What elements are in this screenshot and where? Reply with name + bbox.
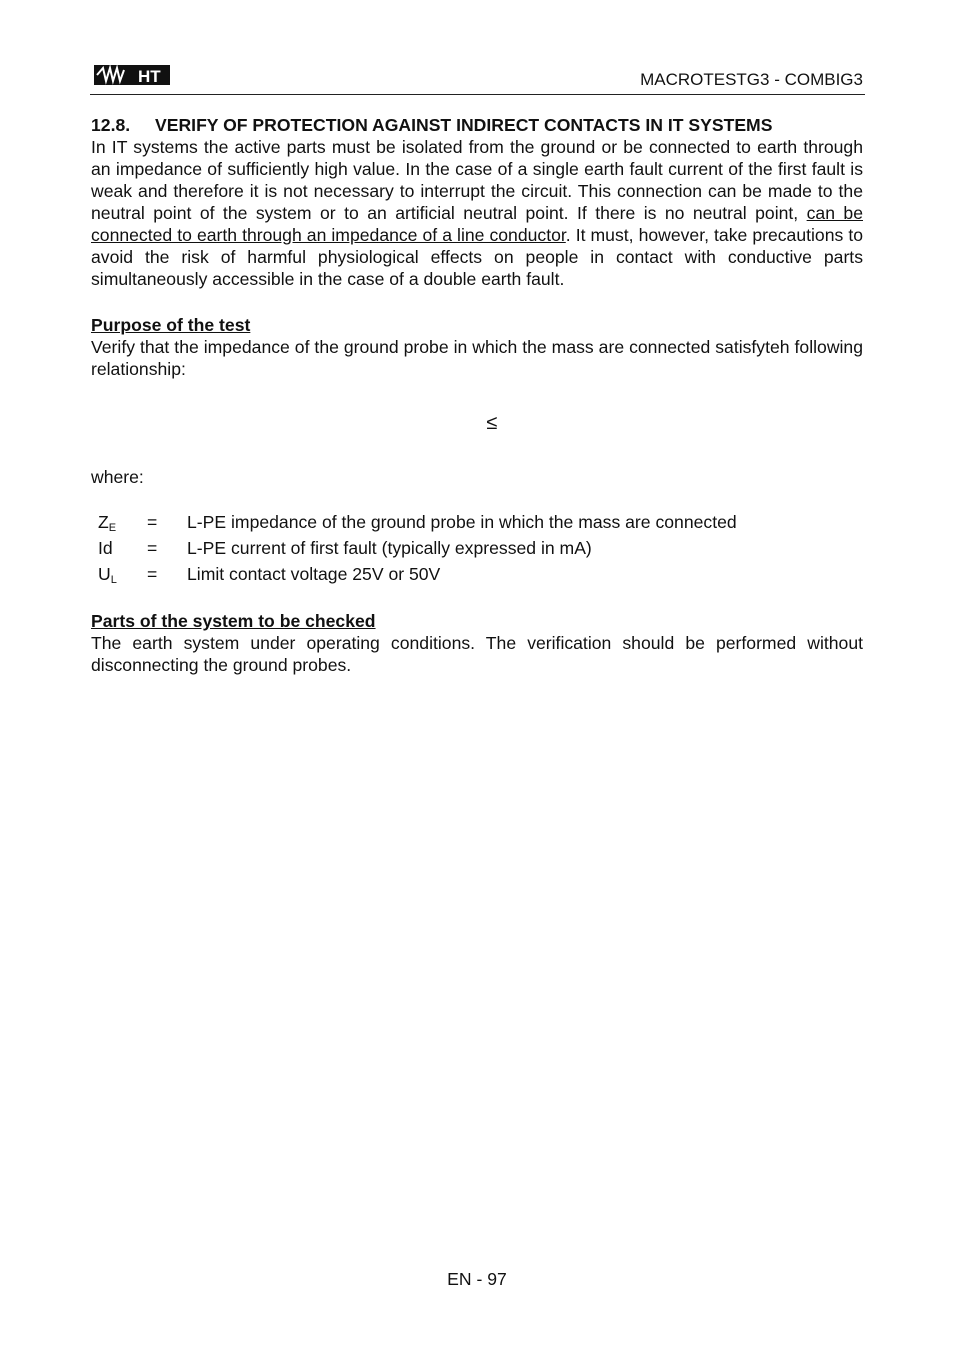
definition-symbol: $Z_E$ xyxy=(98,512,117,534)
purpose-text: Verify that the impedance of the ground probe in which the mass are connected satisfyteh following relationship: xyxy=(91,337,863,379)
definition-text: L-PE impedance of the ground probe in which the mass are connected xyxy=(187,512,737,532)
parts-text: The earth system under operating conditions. The verification should be performed without disconnecting the ground probes. xyxy=(91,633,863,675)
definition-row xyxy=(91,561,863,587)
page-content xyxy=(91,114,863,676)
definition-symbol: $U_L$ xyxy=(98,564,117,586)
where-label: where: xyxy=(91,467,144,487)
document-title: MACROTESTG3 - COMBIG3 xyxy=(640,70,863,89)
section-title: VERIFY OF PROTECTION AGAINST INDIRECT CONTACTS IN IT SYSTEMS xyxy=(155,115,773,135)
intro-paragraph xyxy=(91,136,863,290)
formula-relationship: ≤ xyxy=(486,412,498,434)
purpose-heading: Purpose of the test xyxy=(91,315,251,335)
section-heading xyxy=(91,114,863,136)
definition-equals: = xyxy=(147,512,158,532)
intro-underlined-text: can be connected to earth through an impedance of a line conductor xyxy=(91,203,863,245)
section-number: 12.8. xyxy=(91,115,131,135)
page-number: EN - 97 xyxy=(447,1269,507,1289)
definition-text: L-PE current of first fault (typically expressed in mA) xyxy=(187,538,592,558)
definition-symbol: Id xyxy=(98,538,113,558)
page-header xyxy=(90,60,865,95)
definition-equals: = xyxy=(147,564,158,584)
definitions-list xyxy=(91,509,863,587)
parts-heading: Parts of the system to be checked xyxy=(91,611,376,631)
definition-equals: = xyxy=(147,538,158,558)
intro-text-1: In IT systems the active parts must be isolated from the ground or be connected to earth through an impedance of sufficiently high value. In the case of a single earth fault current of the first fault is weak and therefore it is not necessary to interrupt the circuit. This connection can be made to the neutral point of the system or to an artificial neutral point. If there is no neutral point, xyxy=(91,137,863,223)
definition-row xyxy=(91,535,863,561)
ht-logo-icon xyxy=(94,62,172,88)
intro-text-2: . It must, however, take precautions to avoid the risk of harmful physiological effects on people in contact with conductive parts simultaneously accessible in the case of a double earth fault. xyxy=(91,225,863,289)
definition-text: Limit contact voltage 25V or 50V xyxy=(187,564,441,584)
svg-text:HT: HT xyxy=(138,67,161,86)
definition-row xyxy=(91,509,863,535)
